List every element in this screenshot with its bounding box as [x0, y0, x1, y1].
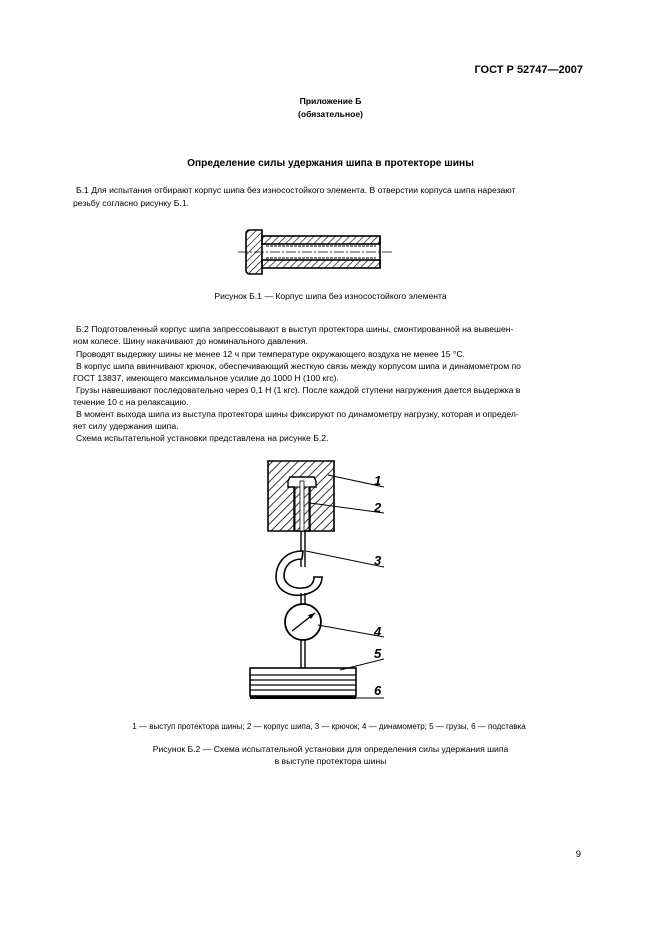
- appendix-title: Приложение Б: [299, 96, 362, 106]
- appendix-subtitle: (обязательное): [297, 109, 364, 119]
- page-number: 9: [575, 849, 581, 860]
- figure-1-stud-body: [236, 222, 396, 282]
- label-6: 6: [374, 683, 382, 698]
- para-b2-line10: Схема испытательной установки представлена на рисунке Б.2.: [76, 433, 329, 443]
- weights: [250, 668, 356, 696]
- standard-code: ГОСТ Р 52747—2007: [474, 64, 583, 76]
- label-2: 2: [374, 500, 382, 515]
- label-5: 5: [374, 646, 382, 661]
- para-b1-line2: резьбу согласно рисунку Б.1.: [73, 198, 189, 208]
- stand: [250, 696, 356, 699]
- para-b2-line6: Грузы навешивают последовательно через 0,1 Н (1 кгс). После каждой ступени нагружения дается выдержка в: [76, 385, 521, 395]
- figure-2-caption-line2: в выступе протектора шины: [274, 756, 387, 766]
- para-b2-line4: В корпус шипа ввинчивают крючок, обеспечивающий жесткую связь между корпусом шипа и динамометром по: [76, 361, 521, 371]
- para-b2-line8: В момент выхода шипа из выступа протектора шины фиксируют по динамометру нагрузку, которая и определ-: [76, 409, 519, 419]
- hook: [276, 551, 322, 595]
- para-b2-line5: ГОСТ 13837, имеющего максимальное усилие до 1000 Н (100 кгс).: [73, 373, 339, 383]
- para-b2-line7: течение 10 с на релаксацию.: [73, 397, 189, 407]
- figure-2-test-setup: [236, 455, 396, 715]
- para-b2-line9: яет силу удержания шипа.: [73, 421, 179, 431]
- label-4: 4: [374, 624, 382, 639]
- para-b2-line2: ном колесе. Шину накачивают до номинального давления.: [73, 336, 308, 346]
- para-b1-line1: Б.1 Для испытания отбирают корпус шипа без износостойкого элемента. В отверстии корпуса шипа нарезают: [76, 185, 516, 195]
- section-title: Определение силы удержания шипа в протекторе шины: [187, 158, 474, 169]
- label-1: 1: [374, 473, 382, 488]
- figure-2-caption-line1: Рисунок Б.2 — Схема испытательной установки для определения силы удержания шипа: [152, 744, 509, 754]
- figure-2-legend: 1 — выступ протектора шины; 2 — корпус шипа, 3 — крючок; 4 — динамометр; 5 — грузы, 6 — подставка: [132, 722, 526, 731]
- figure-1-caption: Рисунок Б.1 — Корпус шипа без износостойкого элемента: [214, 291, 447, 301]
- para-b2-line1: Б.2 Подготовленный корпус шипа запрессовывают в выступ протектора шины, смонтированной на вывешен-: [76, 324, 514, 334]
- para-b2-line3: Проводят выдержку шины не менее 12 ч при температуре окружающего воздуха не менее 15 °С.: [76, 349, 465, 359]
- label-3: 3: [374, 553, 382, 568]
